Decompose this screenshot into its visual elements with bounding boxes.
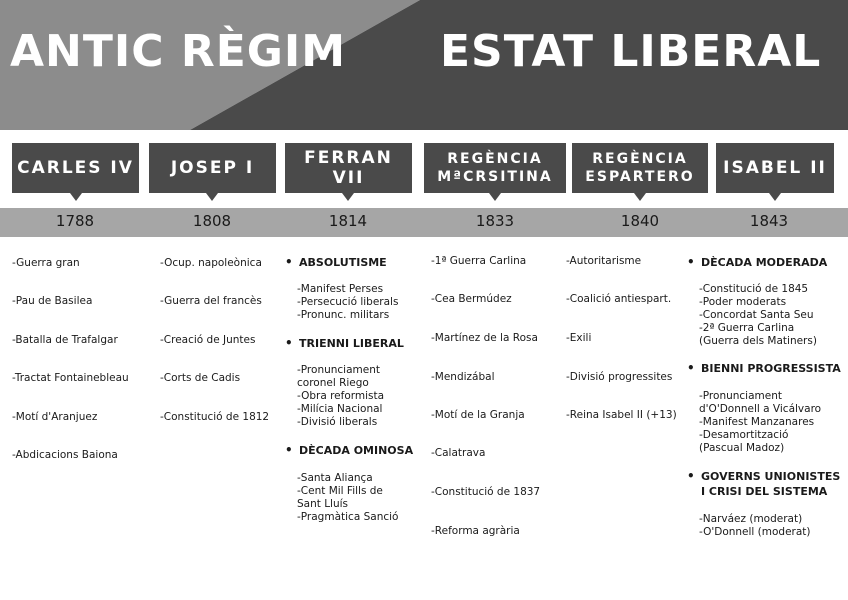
list-item: -Manifest Perses: [297, 283, 384, 295]
reign-box-isabel-ii: [716, 143, 834, 193]
reign-label-line1: REGÈNCIA: [592, 151, 688, 167]
list-item: -Abdicacions Baiona: [12, 449, 118, 461]
list-item: -1ª Guerra Carlina: [431, 255, 527, 267]
list-item: -Narváez (moderat): [699, 513, 803, 525]
section-heading-absolutisme: • ABSOLUTISME: [299, 256, 387, 269]
year-1814: 1814: [328, 212, 368, 230]
list-item: -Coalició antiespart.: [566, 293, 672, 305]
section-heading-bienni-progressista: • BIENNI PROGRESSISTA: [701, 362, 841, 375]
reign-box-josep-i: [149, 143, 276, 193]
list-item: -Desamortització: [699, 429, 789, 441]
list-item: -Pragmàtica Sanció: [297, 511, 399, 523]
list-item: -Cent Mil Fills de: [297, 485, 383, 497]
list-item: -Obra reformista: [297, 390, 385, 402]
title-estat-liberal: ESTAT LIBERAL: [440, 26, 822, 77]
list-item: -Mendizábal: [431, 371, 495, 383]
list-item: -Exili: [566, 332, 592, 344]
section-heading-decada-ominosa: • DÈCADA OMINOSA: [299, 444, 413, 457]
title-antic-regim: ANTIC RÈGIM: [10, 26, 347, 77]
list-item: -Calatrava: [431, 447, 486, 459]
list-item: -Batalla de Trafalgar: [12, 334, 118, 346]
list-item: coronel Riego: [297, 377, 369, 389]
list-item: -Constitució de 1837: [431, 486, 541, 498]
list-item: -Reforma agrària: [431, 525, 520, 537]
reign-arrow: [70, 193, 82, 201]
reign-arrow: [769, 193, 781, 201]
year-1840: 1840: [620, 212, 660, 230]
list-item: -Poder moderats: [699, 296, 787, 308]
reign-box-ferran-vii: [285, 143, 412, 193]
list-item: -Cea Bermúdez: [431, 293, 512, 305]
list-item: -Santa Aliança: [297, 472, 373, 484]
list-item: -Guerra del francès: [160, 295, 262, 307]
list-item: -Divisió progressites: [566, 371, 673, 383]
year-1788: 1788: [55, 212, 95, 230]
section-list-trienni-liberal: [297, 364, 384, 429]
reign-arrow: [206, 193, 218, 201]
section-heading-governs-unionistes: • GOVERNS UNIONISTES: [701, 470, 840, 483]
section-list-governs-unionistes: [699, 513, 811, 539]
section-list-absolutisme: [297, 283, 398, 322]
list-item: -Manifest Manzanares: [699, 416, 815, 428]
list-item: -Autoritarisme: [566, 255, 642, 267]
year-bar: [0, 208, 848, 237]
list-item: -O'Donnell (moderat): [699, 526, 811, 538]
reign-box-regencia-espartero: [572, 143, 708, 193]
list-item: -Tractat Fontainebleau: [12, 372, 129, 384]
list-item: -Milícia Nacional: [297, 403, 383, 415]
reign-label-line1: REGÈNCIA: [447, 151, 543, 167]
list-item: -Motí d'Aranjuez: [12, 411, 98, 423]
section-list-bienni-progressista: [699, 390, 821, 455]
list-item: -Concordat Santa Seu: [699, 309, 814, 321]
section-heading-trienni-liberal: • TRIENNI LIBERAL: [299, 337, 404, 350]
list-item: (Guerra dels Matiners): [699, 335, 817, 347]
list-item: -Pronunciament: [699, 390, 782, 402]
reign-box-regencia-m-cristina: [424, 143, 566, 193]
reign-label: JOSEP I: [170, 158, 255, 178]
reign-arrow: [489, 193, 501, 201]
list-item: (Pascual Madoz): [699, 442, 785, 454]
list-item: -Pau de Basilea: [12, 295, 93, 307]
list-item: -Constitució de 1812: [160, 411, 270, 423]
section-heading-crisi-sistema: I CRISI DEL SISTEMA: [701, 485, 828, 498]
reign-arrow: [342, 193, 354, 201]
reign-box-carles-iv: [12, 143, 139, 193]
reign-label: FERRAN VII: [304, 148, 393, 188]
reign-arrow: [634, 193, 646, 201]
list-item: -2ª Guerra Carlina: [699, 322, 795, 334]
list-item: -Divisió liberals: [297, 416, 378, 428]
reign-label-line2: ESPARTERO: [585, 169, 695, 185]
year-1843: 1843: [749, 212, 789, 230]
section-heading-decada-moderada: • DÈCADA MODERADA: [701, 256, 827, 269]
list-item: -Guerra gran: [12, 257, 80, 269]
list-item: d'O'Donnell a Vicálvaro: [699, 403, 822, 415]
section-list-decada-ominosa: [297, 472, 398, 524]
list-item: -Persecució liberals: [297, 296, 399, 308]
section-list-decada-moderada: [699, 283, 817, 348]
list-item: -Creació de Juntes: [160, 334, 256, 346]
list-item: -Pronunc. militars: [297, 309, 390, 321]
year-1833: 1833: [475, 212, 515, 230]
list-item: -Constitució de 1845: [699, 283, 809, 295]
reign-label-line2: MªCRSITINA: [437, 169, 553, 185]
reign-label: ISABEL II: [723, 158, 827, 178]
reign-label: CARLES IV: [17, 158, 134, 178]
year-1808: 1808: [192, 212, 232, 230]
list-item: -Pronunciament: [297, 364, 380, 376]
list-item: -Corts de Cadis: [160, 372, 241, 384]
list-item: Sant Lluís: [297, 498, 349, 510]
list-item: -Martínez de la Rosa: [431, 332, 538, 344]
list-item: -Motí de la Granja: [431, 409, 525, 421]
list-item: -Ocup. napoleònica: [160, 257, 262, 269]
list-item: -Reina Isabel II (+13): [566, 409, 677, 421]
banner: [0, 0, 848, 130]
